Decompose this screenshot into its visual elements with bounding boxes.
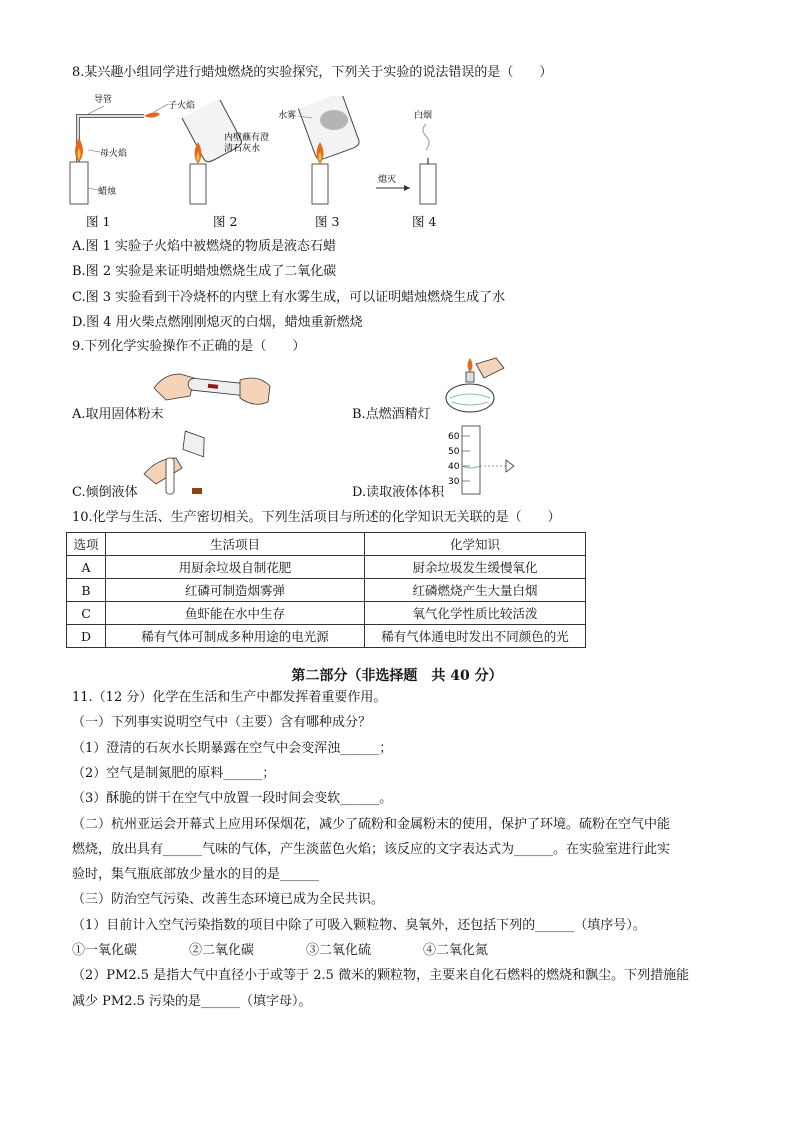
label-ximie: 熄灭 [378, 175, 397, 185]
cylinder-tick-30: 30 [448, 477, 460, 487]
caption-fig3: 图 3 [315, 214, 340, 229]
caption-fig4: 图 4 [412, 214, 437, 229]
table-cell: 红磷燃烧产生大量白烟 [365, 579, 586, 602]
caption-fig2: 图 2 [213, 214, 238, 229]
q11-line: ①一氧化碳 ②二氧化碳 ③二氧化硫 ④二氧化氮 [72, 943, 489, 958]
table-cell: A [67, 556, 106, 579]
table-row [67, 556, 586, 579]
table-row [67, 602, 586, 625]
q11-line: （一）下列事实说明空气中（主要）含有哪种成分？ [72, 715, 372, 730]
table-cell: B [67, 579, 106, 602]
q8-option-c: C.图 3 实验看到干冷烧杯的内壁上有水雾生成，可以证明蜡烛燃烧生成了水 [72, 290, 506, 305]
table-cell: 稀有气体可制成多种用途的电光源 [106, 625, 365, 648]
candle-figure-4 [374, 108, 454, 210]
label-lazhu: 蜡烛 [98, 187, 117, 197]
label-shuiwu: 水雾 [278, 111, 297, 121]
q11-line: （1）澄清的石灰水长期暴露在空气中会变浑浊______； [72, 741, 393, 756]
q8-stem: 8.某兴趣小组同学进行蜡烛燃烧的实验探究，下列关于实验的说法错误的是（ ） [72, 65, 553, 80]
label-baiyan: 白烟 [414, 111, 433, 121]
q9-option-a: A.取用固体粉末 [72, 407, 164, 422]
q8-option-a: A.图 1 实验子火焰中被燃烧的物质是液态石蜡 [72, 239, 337, 254]
pour-liquid-illustration [136, 430, 216, 500]
graduated-cylinder-illustration [446, 424, 526, 496]
table-row [67, 625, 586, 648]
label-shihui-2: 清石灰水 [224, 144, 261, 154]
table-header: 化学知识 [365, 533, 586, 556]
cylinder-tick-40: 40 [448, 462, 460, 472]
alcohol-lamp-illustration [436, 352, 506, 422]
q11-line: 减少 PM2.5 污染的是______（填字母）。 [72, 994, 312, 1009]
table-cell: C [67, 602, 106, 625]
candle-figure-2 [176, 100, 286, 210]
q11-line: 验时，集气瓶底部放少量水的目的是______ [72, 867, 320, 882]
cylinder-tick-60: 60 [448, 432, 460, 442]
q10-stem: 10.化学与生活、生产密切相关。下列生活项目与所述的化学知识无关联的是（ ） [72, 510, 561, 525]
q11-line: （3）酥脆的饼干在空气中放置一段时间会变软______。 [72, 791, 393, 806]
q10-table [66, 532, 586, 648]
label-muhuoyan: 母火焰 [100, 149, 128, 159]
table-cell: D [67, 625, 106, 648]
table-cell: 红磷可制造烟雾弹 [106, 579, 365, 602]
caption-fig1: 图 1 [86, 214, 111, 229]
table-header: 选项 [67, 533, 106, 556]
candle-figure-3 [276, 96, 366, 210]
q11-line: （二）杭州亚运会开幕式上应用环保烟花，减少了硫粉和金属粉末的使用，保护了环境。硫粉在空气中能 [72, 817, 671, 832]
section-2-title: 第二部分（非选择题 共 40 分） [291, 668, 503, 684]
table-cell: 氧气化学性质比较活泼 [365, 602, 586, 625]
label-daoguan: 导管 [94, 95, 113, 105]
table-row [67, 579, 586, 602]
q8-option-d: D.图 4 用火柴点燃刚刚熄灭的白烟，蜡烛重新燃烧 [72, 315, 363, 330]
cylinder-tick-50: 50 [448, 447, 460, 457]
table-header-row [67, 533, 586, 556]
q11-line: （2）空气是制氮肥的原料______； [72, 766, 276, 781]
table-cell: 厨余垃圾发生缓慢氧化 [365, 556, 586, 579]
label-zihuoyan: 子火焰 [168, 101, 196, 111]
q9-option-d: D.读取液体体积 [352, 485, 445, 500]
q9-stem: 9.下列化学实验操作不正确的是（ ） [72, 339, 306, 354]
q8-option-b: B.图 2 实验是来证明蜡烛燃烧生成了二氧化碳 [72, 264, 337, 279]
q11-line: （三）防治空气污染、改善生态环境已成为全民共识。 [72, 892, 385, 907]
q9-option-c: C.倾倒液体 [72, 485, 138, 500]
q9-option-b: B.点燃酒精灯 [352, 407, 431, 422]
table-cell: 用厨余垃圾自制花肥 [106, 556, 365, 579]
table-cell: 稀有气体通电时发出不同颜色的光 [365, 625, 586, 648]
powder-test-tube-illustration [150, 366, 278, 416]
label-shihui-1: 内壁蘸有澄 [224, 133, 270, 143]
q11-line: 燃烧，放出具有______气味的气体，产生淡蓝色火焰；该反应的文字表达式为______。在实验室进行此实 [72, 842, 671, 857]
q11-line: 11.（12 分）化学在生活和生产中都发挥着重要作用。 [72, 690, 387, 705]
q11-line: （2）PM2.5 是指大气中直径小于或等于 2.5 微米的颗粒物，主要来自化石燃料的燃烧和飘尘。下列措施能 [72, 968, 690, 983]
q11-line: （1）目前计入空气污染指数的项目中除了可吸入颗粒物、臭氧外，还包括下列的______（填序号）。 [72, 918, 646, 933]
table-cell: 鱼虾能在水中生存 [106, 602, 365, 625]
table-header: 生活项目 [106, 533, 365, 556]
